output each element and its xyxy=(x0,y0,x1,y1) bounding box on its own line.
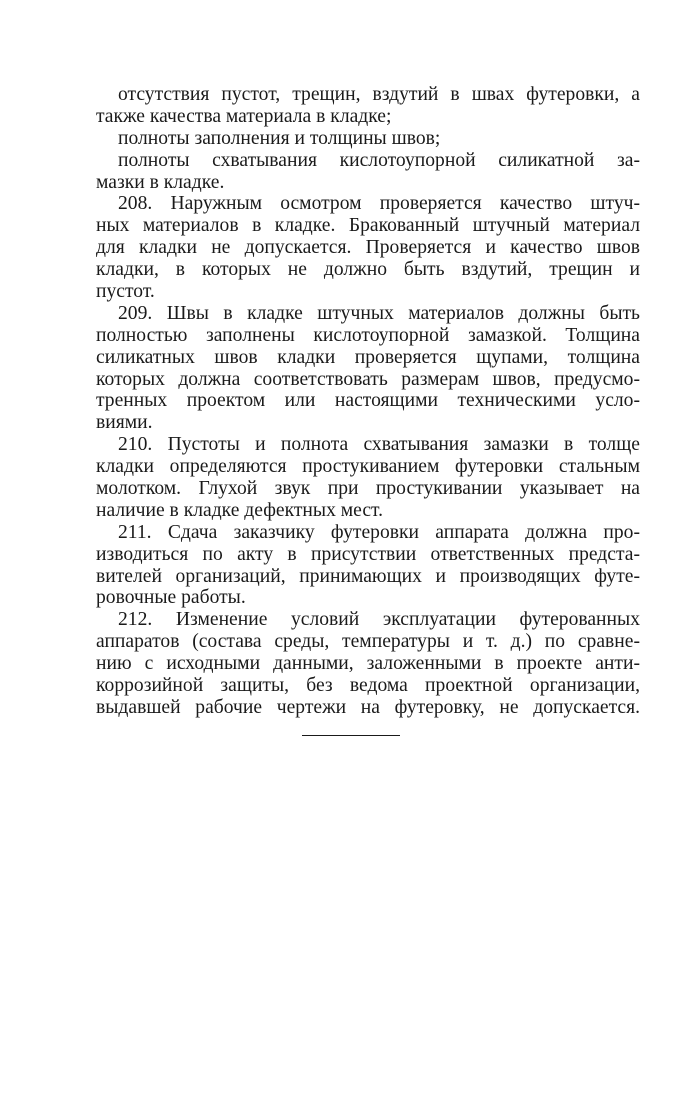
text-line: ровочные работы. xyxy=(96,587,246,609)
text-line: наличие в кладке дефектных мест. xyxy=(96,499,384,521)
text-line: силикатных швов кладки проверяется щупами, толщина xyxy=(96,346,640,368)
text-line: 212. Изменение условий эксплуатации футерованных xyxy=(118,609,640,631)
text-line: отсутствия пустот, трещин, вздутий в швах футеровки, а xyxy=(118,84,640,105)
body-text xyxy=(96,84,640,719)
text-line: молотком. Глухой звук при простукивании указывает на xyxy=(96,478,640,500)
text-line: мазки в кладке. xyxy=(96,171,225,193)
text-line: пустот. xyxy=(96,281,155,303)
text-line: вителей организаций, принимающих и производящих футе- xyxy=(96,565,640,587)
text-line: кладки определяются простукиванием футеровки стальным xyxy=(96,456,640,478)
text-line: 209. Швы в кладке штучных материалов должны быть xyxy=(118,302,640,324)
text-line: тренных проектом или настоящими техническими усло- xyxy=(96,390,640,412)
end-rule xyxy=(302,735,400,736)
text-line: аппаратов (состава среды, температуры и т. д.) по сравне- xyxy=(96,631,640,653)
text-line: 210. Пустоты и полнота схватывания замазки в толще xyxy=(118,434,640,456)
text-line: также качества материала в кладке; xyxy=(96,105,392,127)
text-line: которых должна соответствовать размерам швов, предусмо- xyxy=(96,368,640,390)
text-line: 208. Наружным осмотром проверяется качество штуч- xyxy=(118,193,640,215)
text-line: виями. xyxy=(96,412,153,434)
text-line: полноты заполнения и толщины швов; xyxy=(118,127,441,149)
text-line: нию с исходными данными, заложенными в проекте анти- xyxy=(96,653,640,675)
text-line: кладки, в которых не должно быть вздутий, трещин и xyxy=(96,259,640,281)
text-line: коррозийной защиты, без ведома проектной организации, xyxy=(96,675,640,697)
text-line: для кладки не допускается. Проверяется и качество швов xyxy=(96,237,640,259)
text-line: ных материалов в кладке. Бракованный штучный материал xyxy=(96,215,640,237)
text-line: 211. Сдача заказчику футеровки аппарата должна про- xyxy=(118,521,640,543)
text-line: выдавшей рабочие чертежи на футеровку, не допускается. xyxy=(96,696,640,718)
text-line: изводиться по акту в присутствии ответственных предста- xyxy=(96,543,640,565)
text-line: полноты схватывания кислотоупорной силикатной за- xyxy=(118,149,640,171)
text-line: полностью заполнены кислотоупорной замазкой. Толщина xyxy=(96,324,640,346)
